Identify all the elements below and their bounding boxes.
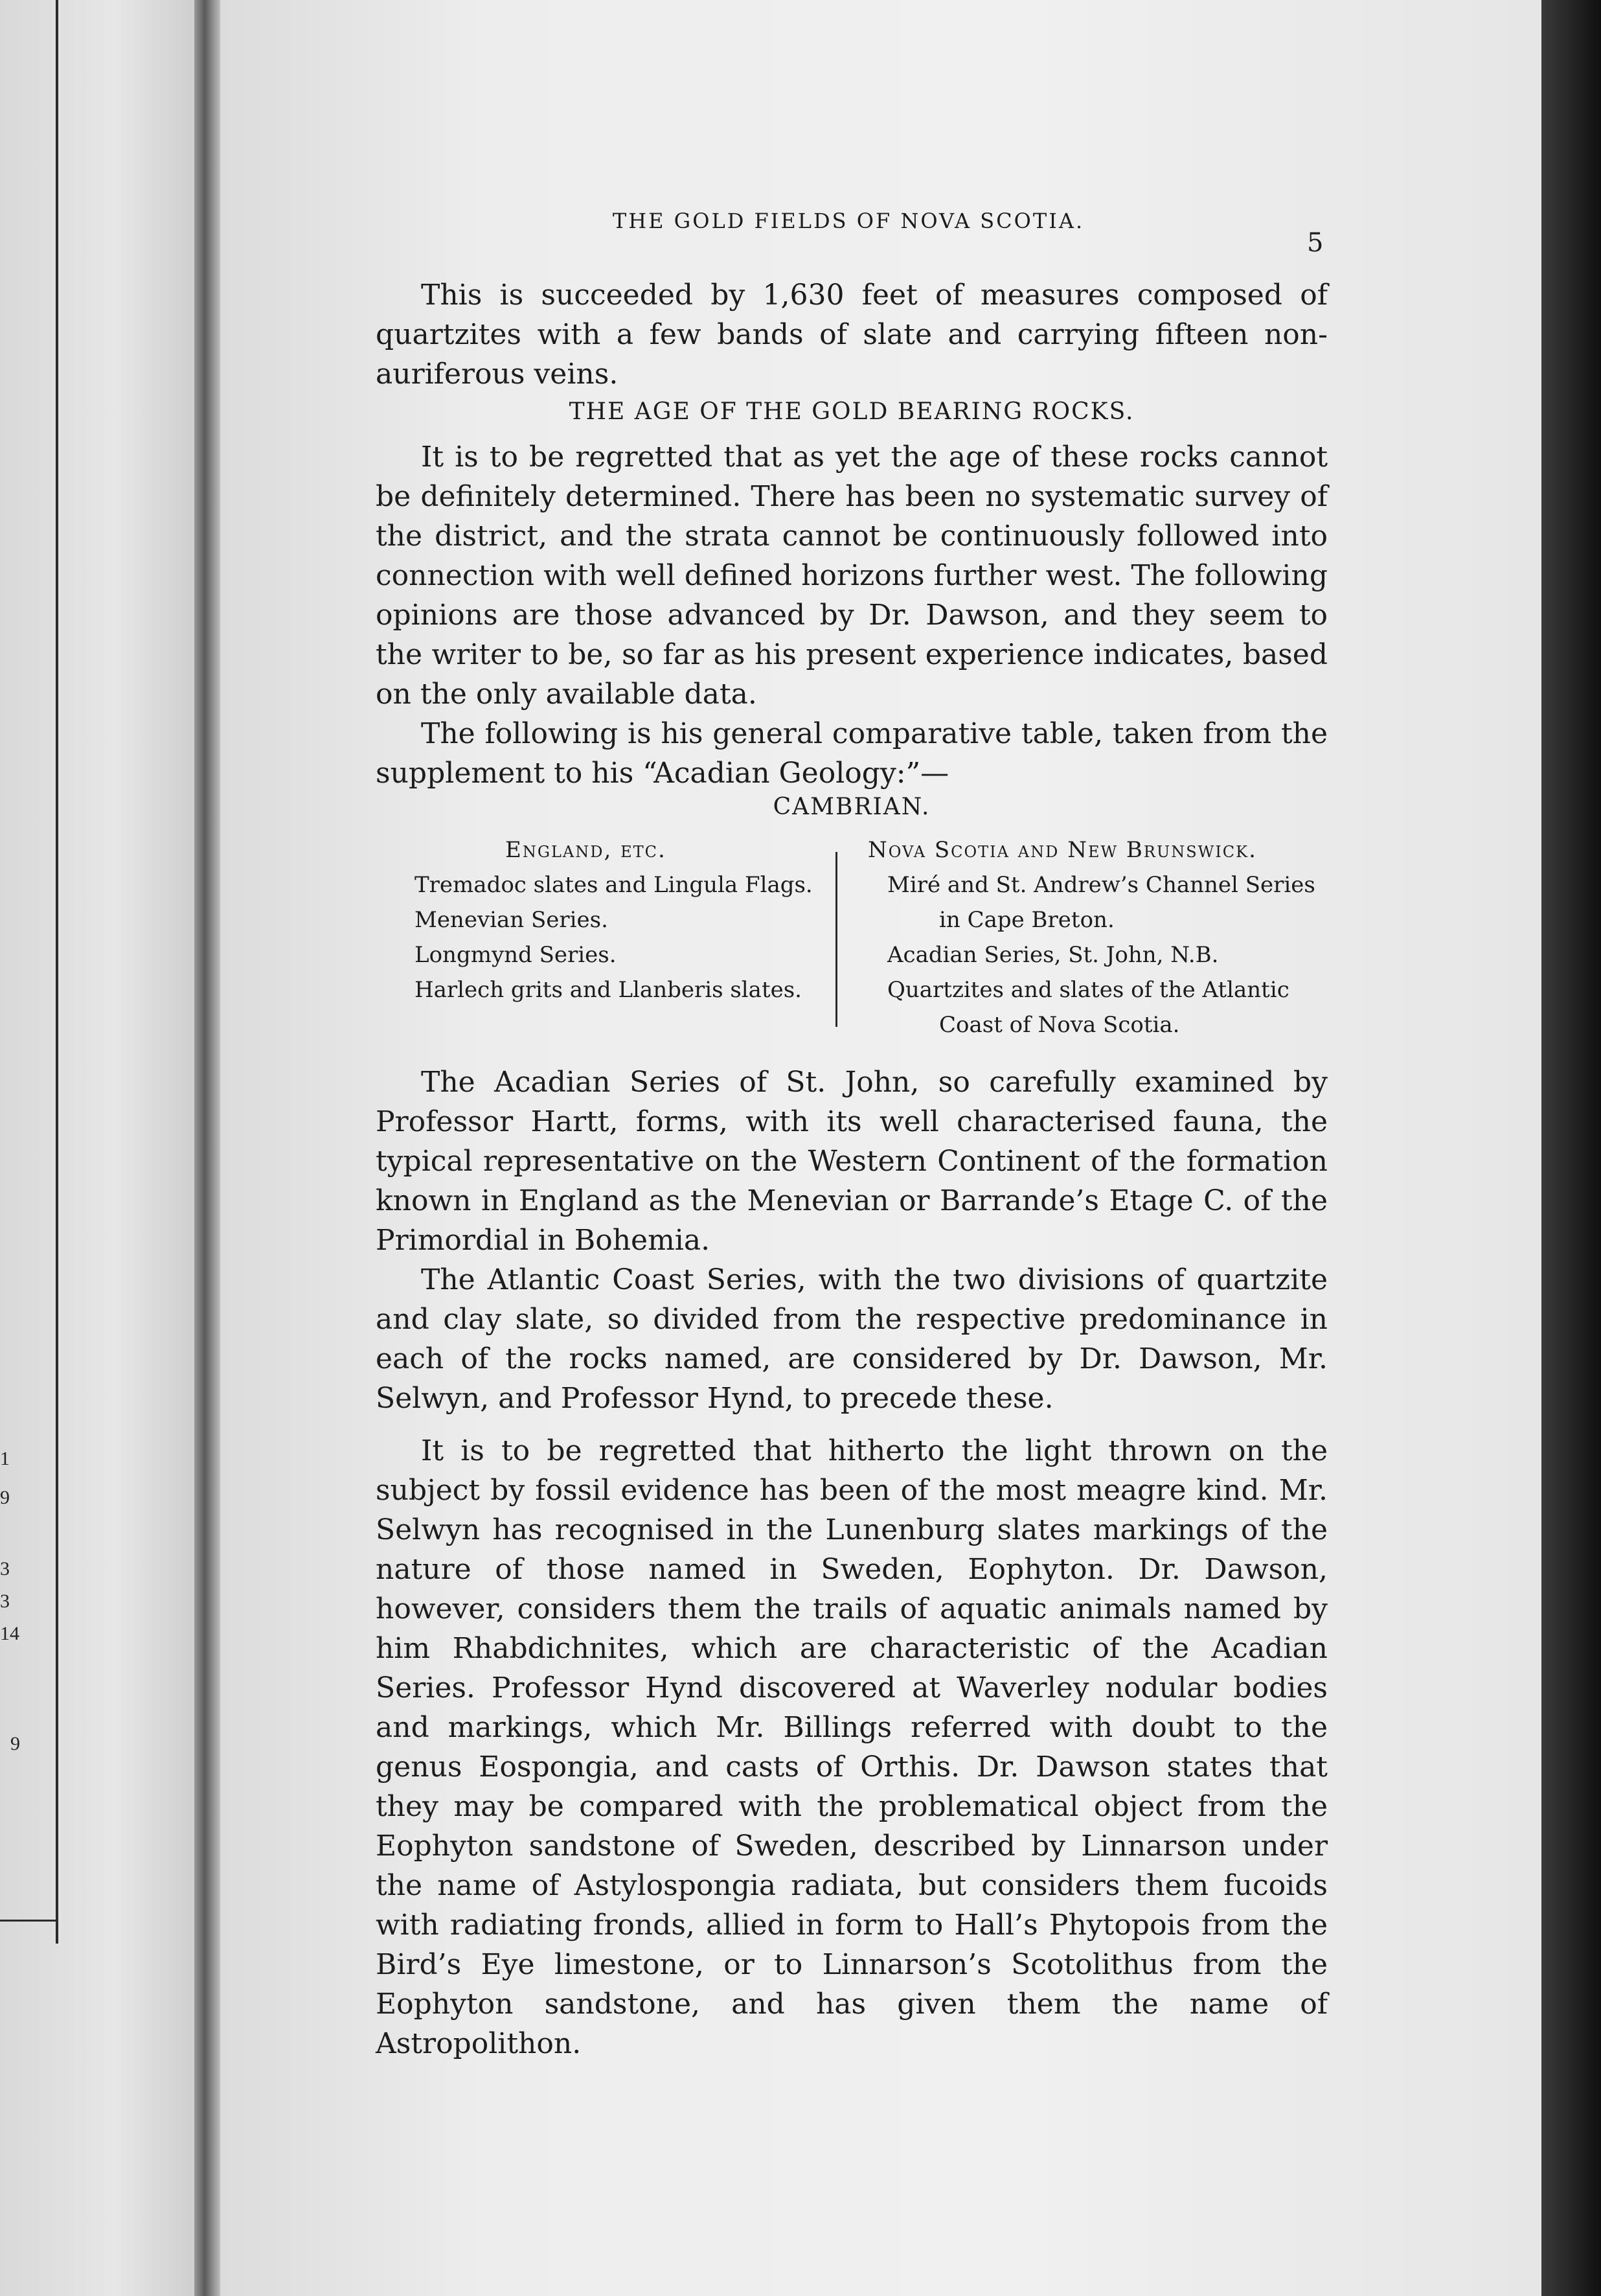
paragraph: The following is his general comparative table, taken from the supplement to his “Acadian Geology:”— bbox=[376, 717, 1328, 790]
table-cell: Tremadoc slates and Lingula Flags. bbox=[414, 872, 813, 898]
section-heading: THE AGE OF THE GOLD BEARING ROCKS. bbox=[569, 398, 1135, 425]
paragraph: It is to be regretted that hitherto the light thrown on the subject by fossil evidence has been of the most meagre kind. Mr. Selwyn has recognised in the Lunenburg slates markings of the nature of those named in Sweden, Eophyton. Dr. Dawson, however, considers them the trails of aquatic animals named by him Rhabdichnites, which are characteristic of the Acadian Series. Professor Hynd discovered at Waverley nodular bodies and markings, which Mr. Billings referred with doubt to the genus Eospongia, and casts of Orthis. Dr. Dawson states that they may be compared with the problematical object from the Eophyton sandstone of Sweden, described by Linnarson under the name of Astylospongia radiata, but considers them fucoids with radiating fronds, allied in form to Hall’s Phytopois from the Bird’s Eye limestone, or to Linnarson’s Scotolithus from the Eophyton sandstone, and has given them the name of Astropolithon. bbox=[376, 1434, 1328, 2060]
table-cell: Acadian Series, St. John, N.B. bbox=[887, 942, 1219, 968]
table-cell: Harlech grits and Llanberis slates. bbox=[414, 977, 802, 1003]
table-cell: Quartzites and slates of the Atlantic bbox=[887, 977, 1289, 1003]
paragraph: It is to be regretted that as yet the age of these rocks cannot be definitely determined. There has been no systematic survey of the district, and the strata cannot be continuously followed into connection with well defined horizons further west. The following opinions are those advanced by Dr. Dawson, and they seem to the writer to be, so far as his present experience indicates, based on the only available data. bbox=[376, 441, 1328, 711]
margin-number: 1 bbox=[0, 1448, 10, 1469]
book-gutter bbox=[194, 0, 220, 2296]
body-text-bottom bbox=[376, 1062, 1328, 2063]
table-column-nova-scotia bbox=[868, 832, 1334, 1042]
table-cell: Longmynd Series. bbox=[414, 942, 617, 968]
table-cell: in Cape Breton. bbox=[939, 907, 1115, 933]
column-heading: Nova Scotia and New Brunswick. bbox=[868, 837, 1257, 863]
table-title: CAMBRIAN. bbox=[773, 794, 931, 820]
body-text-middle bbox=[376, 437, 1328, 793]
left-facing-page bbox=[0, 0, 194, 2296]
page-edge-shadow bbox=[1541, 0, 1601, 2296]
paragraph: The Acadian Series of St. John, so carefully examined by Professor Hartt, forms, with its well characterised fauna, the typical representative on the Western Continent of the formation known in England as the Menevian or Barrande’s Etage C. of the Primordial in Bohemia. bbox=[376, 1066, 1328, 1257]
page-number: 5 bbox=[1307, 228, 1324, 258]
running-title: THE GOLD FIELDS OF NOVA SCOTIA. bbox=[612, 209, 1085, 233]
comparative-table bbox=[414, 832, 1321, 1040]
margin-number: 3 bbox=[0, 1590, 10, 1612]
table-column-divider bbox=[835, 852, 837, 1027]
margin-number: 14 bbox=[0, 1623, 19, 1644]
margin-number: 9 bbox=[10, 1733, 20, 1754]
table-cell: Menevian Series. bbox=[414, 907, 608, 933]
paragraph: This is succeeded by 1,630 feet of measures composed of quartzites with a few bands of slate and carrying fifteen non-auriferous veins. bbox=[376, 279, 1328, 391]
table-cell: Coast of Nova Scotia. bbox=[939, 1012, 1180, 1038]
margin-number: 3 bbox=[0, 1558, 10, 1579]
table-column-england bbox=[414, 832, 829, 1007]
left-page-horizontal-rule bbox=[0, 1920, 57, 1922]
body-text-top bbox=[376, 275, 1328, 394]
column-heading: England, etc. bbox=[505, 837, 666, 863]
table-cell: Miré and St. Andrew’s Channel Series bbox=[887, 872, 1315, 898]
margin-number: 9 bbox=[0, 1487, 10, 1508]
paragraph: The Atlantic Coast Series, with the two divisions of quartzite and clay slate, so divided from the respective predominance in each of the rocks named, are considered by Dr. Dawson, Mr. Selwyn, and Professor Hynd, to precede these. bbox=[376, 1263, 1328, 1415]
left-page-vertical-rule bbox=[56, 0, 58, 1944]
